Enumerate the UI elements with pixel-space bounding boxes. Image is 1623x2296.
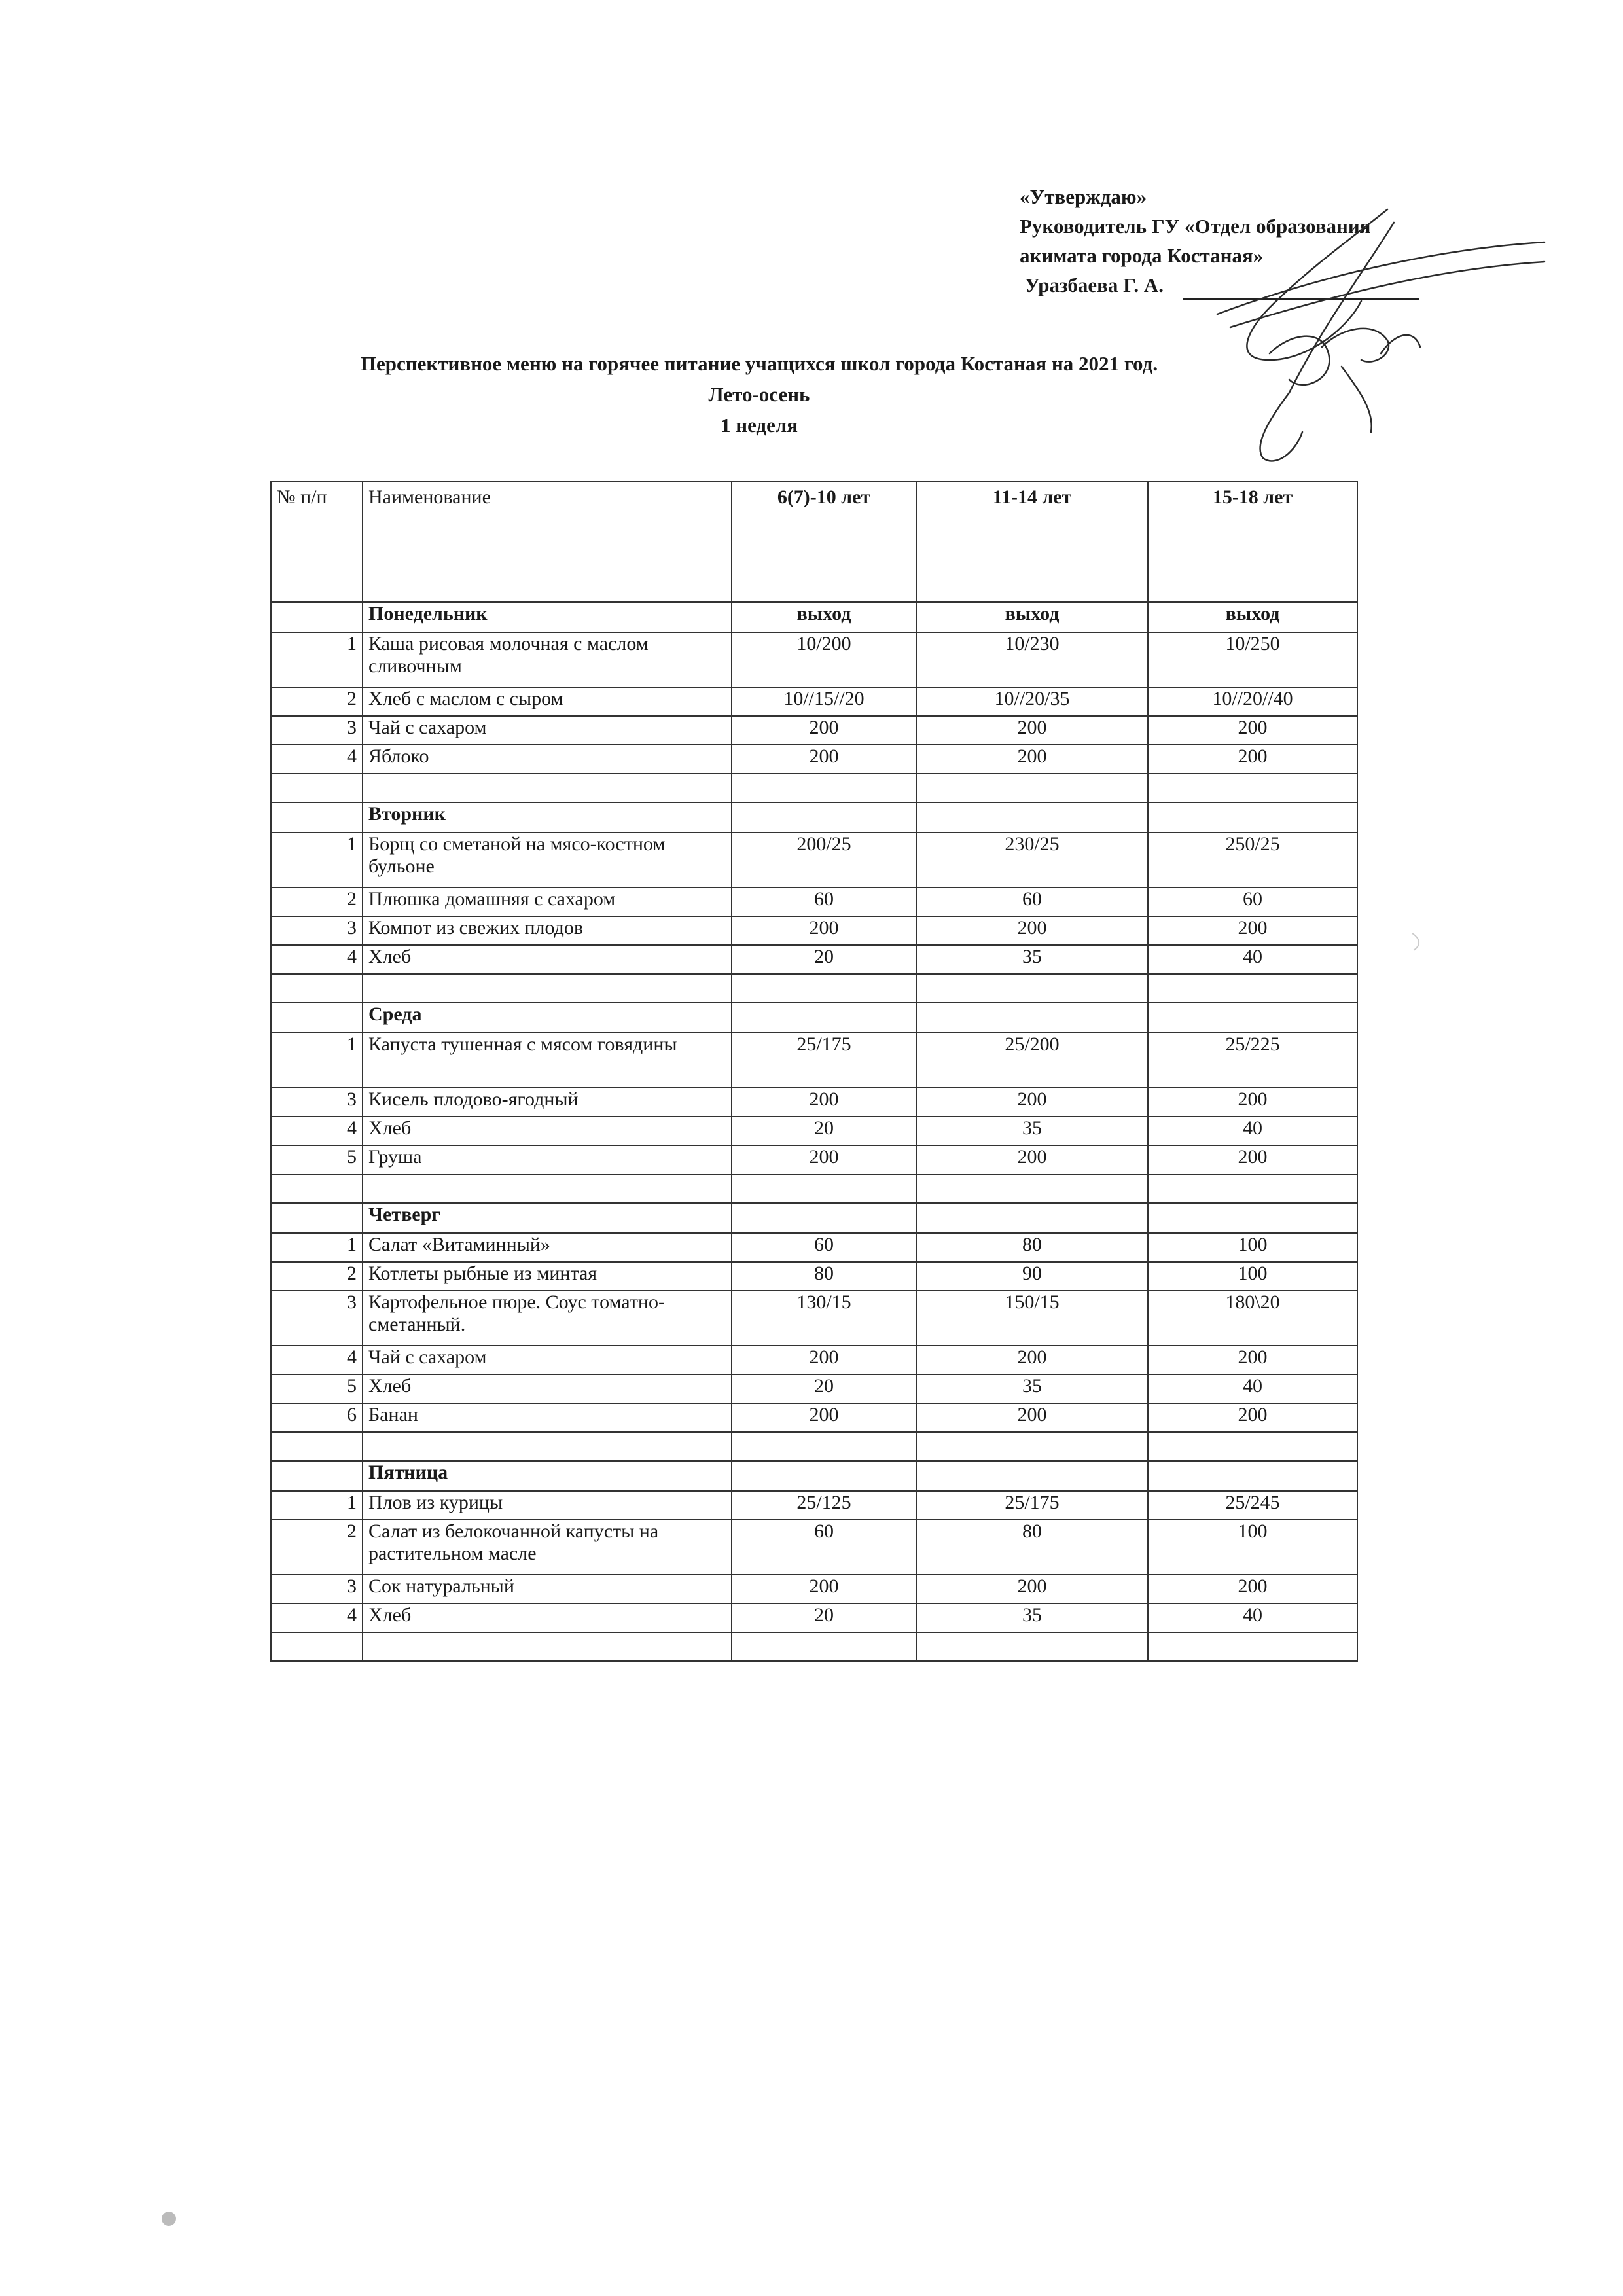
portion-15-18: 10/250 xyxy=(1148,632,1357,687)
portion-15-18: 60 xyxy=(1148,888,1357,916)
output-label xyxy=(732,802,916,833)
table-row xyxy=(271,1262,1357,1291)
empty-cell xyxy=(363,1632,732,1661)
portion-11-14: 10/230 xyxy=(916,632,1148,687)
dish-name: Компот из свежих плодов xyxy=(363,916,732,945)
output-label xyxy=(732,1461,916,1491)
dish-name: Каша рисовая молочная с маслом сливочным xyxy=(363,632,732,687)
spacer-row xyxy=(271,774,1357,802)
menu-table xyxy=(270,481,1358,1662)
row-number: 4 xyxy=(271,1117,363,1145)
empty-cell xyxy=(732,974,916,1003)
portion-11-14: 35 xyxy=(916,1604,1148,1632)
dish-name: Хлеб xyxy=(363,1604,732,1632)
output-label xyxy=(916,1461,1148,1491)
output-label xyxy=(916,1203,1148,1233)
day-num-cell xyxy=(271,602,363,632)
table-row xyxy=(271,833,1357,888)
row-number: 1 xyxy=(271,1033,363,1088)
dish-name: Чай с сахаром xyxy=(363,716,732,745)
table-row xyxy=(271,945,1357,974)
day-name: Четверг xyxy=(363,1203,732,1233)
spacer-row xyxy=(271,974,1357,1003)
portion-11-14: 200 xyxy=(916,745,1148,774)
output-label: выход xyxy=(732,602,916,632)
output-label xyxy=(916,1003,1148,1033)
day-name: Вторник xyxy=(363,802,732,833)
portion-6-10: 20 xyxy=(732,1374,916,1403)
portion-11-14: 10//20/35 xyxy=(916,687,1148,716)
table-row xyxy=(271,716,1357,745)
portion-6-10: 10//15//20 xyxy=(732,687,916,716)
day-num-cell xyxy=(271,802,363,833)
portion-11-14: 200 xyxy=(916,1088,1148,1117)
empty-cell xyxy=(732,1632,916,1661)
row-number: 4 xyxy=(271,1604,363,1632)
portion-11-14: 150/15 xyxy=(916,1291,1148,1346)
portion-6-10: 60 xyxy=(732,888,916,916)
row-number: 6 xyxy=(271,1403,363,1432)
portion-11-14: 200 xyxy=(916,716,1148,745)
scan-mark xyxy=(1407,929,1427,956)
portion-6-10: 25/125 xyxy=(732,1491,916,1520)
row-number: 2 xyxy=(271,1520,363,1575)
table-row xyxy=(271,1233,1357,1262)
dish-name: Банан xyxy=(363,1403,732,1432)
portion-11-14: 80 xyxy=(916,1520,1148,1575)
portion-6-10: 60 xyxy=(732,1520,916,1575)
row-number: 2 xyxy=(271,888,363,916)
portion-6-10: 20 xyxy=(732,1604,916,1632)
dish-name: Груша xyxy=(363,1145,732,1174)
header-age-15-18: 15-18 лет xyxy=(1148,482,1357,602)
dish-name: Борщ со сметаной на мясо-костном бульоне xyxy=(363,833,732,888)
portion-6-10: 60 xyxy=(732,1233,916,1262)
table-row xyxy=(271,745,1357,774)
dish-name: Капуста тушенная с мясом говядины xyxy=(363,1033,732,1088)
dish-name: Плюшка домашняя с сахаром xyxy=(363,888,732,916)
dish-name: Хлеб xyxy=(363,1117,732,1145)
portion-15-18: 200 xyxy=(1148,745,1357,774)
dish-name: Салат из белокочанной капусты на растительном масле xyxy=(363,1520,732,1575)
portion-15-18: 200 xyxy=(1148,916,1357,945)
empty-cell xyxy=(363,974,732,1003)
portion-11-14: 200 xyxy=(916,1403,1148,1432)
portion-15-18: 200 xyxy=(1148,1403,1357,1432)
row-number: 1 xyxy=(271,833,363,888)
dish-name: Яблоко xyxy=(363,745,732,774)
table-row xyxy=(271,1346,1357,1374)
row-number: 5 xyxy=(271,1145,363,1174)
table-row xyxy=(271,1033,1357,1088)
portion-15-18: 180\20 xyxy=(1148,1291,1357,1346)
row-number: 4 xyxy=(271,745,363,774)
empty-cell xyxy=(1148,1174,1357,1203)
portion-6-10: 20 xyxy=(732,1117,916,1145)
row-number: 3 xyxy=(271,1088,363,1117)
portion-11-14: 25/200 xyxy=(916,1033,1148,1088)
table-row xyxy=(271,1604,1357,1632)
approval-heading: «Утверждаю» xyxy=(1020,185,1147,208)
empty-cell xyxy=(916,774,1148,802)
portion-15-18: 200 xyxy=(1148,1145,1357,1174)
row-number: 3 xyxy=(271,1575,363,1604)
portion-15-18: 10//20//40 xyxy=(1148,687,1357,716)
spacer-row xyxy=(271,1632,1357,1661)
empty-cell xyxy=(363,774,732,802)
portion-6-10: 20 xyxy=(732,945,916,974)
portion-15-18: 200 xyxy=(1148,716,1357,745)
spacer-row xyxy=(271,1174,1357,1203)
output-label xyxy=(1148,1003,1357,1033)
portion-11-14: 200 xyxy=(916,1575,1148,1604)
portion-11-14: 200 xyxy=(916,1346,1148,1374)
table-row xyxy=(271,1491,1357,1520)
scan-speck xyxy=(156,2206,182,2232)
day-header-row xyxy=(271,1203,1357,1233)
dish-name: Хлеб xyxy=(363,945,732,974)
table-row xyxy=(271,1403,1357,1432)
day-num-cell xyxy=(271,1461,363,1491)
row-number: 5 xyxy=(271,1374,363,1403)
dish-name: Картофельное пюре. Соус томатно-сметанный. xyxy=(363,1291,732,1346)
empty-cell xyxy=(732,774,916,802)
week-label: 1 неделя xyxy=(720,414,798,437)
document-title xyxy=(209,348,1309,440)
empty-cell xyxy=(732,1432,916,1461)
empty-cell xyxy=(916,1432,1148,1461)
dish-name: Плов из курицы xyxy=(363,1491,732,1520)
row-number: 1 xyxy=(271,1491,363,1520)
output-label xyxy=(1148,1461,1357,1491)
table-row xyxy=(271,1520,1357,1575)
portion-15-18: 200 xyxy=(1148,1346,1357,1374)
row-number: 2 xyxy=(271,1262,363,1291)
empty-cell xyxy=(1148,774,1357,802)
season-label: Лето-осень xyxy=(708,383,810,406)
portion-15-18: 40 xyxy=(1148,945,1357,974)
row-number: 3 xyxy=(271,1291,363,1346)
empty-cell xyxy=(1148,1432,1357,1461)
portion-11-14: 35 xyxy=(916,945,1148,974)
output-label xyxy=(916,802,1148,833)
day-header-row xyxy=(271,602,1357,632)
portion-15-18: 200 xyxy=(1148,1575,1357,1604)
empty-cell xyxy=(1148,974,1357,1003)
empty-cell xyxy=(363,1174,732,1203)
table-row xyxy=(271,1117,1357,1145)
menu-title: Перспективное меню на горячее питание учащихся школ города Костаная на 2021 год. xyxy=(360,352,1158,375)
portion-6-10: 10/200 xyxy=(732,632,916,687)
portion-11-14: 35 xyxy=(916,1117,1148,1145)
dish-name: Котлеты рыбные из минтая xyxy=(363,1262,732,1291)
portion-6-10: 80 xyxy=(732,1262,916,1291)
dish-name: Кисель плодово-ягодный xyxy=(363,1088,732,1117)
output-label: выход xyxy=(1148,602,1357,632)
dish-name: Сок натуральный xyxy=(363,1575,732,1604)
dish-name: Чай с сахаром xyxy=(363,1346,732,1374)
portion-6-10: 200 xyxy=(732,1145,916,1174)
header-age-6-10: 6(7)-10 лет xyxy=(732,482,916,602)
empty-cell xyxy=(916,1174,1148,1203)
portion-6-10: 200 xyxy=(732,1575,916,1604)
empty-cell xyxy=(271,1174,363,1203)
portion-6-10: 200/25 xyxy=(732,833,916,888)
day-header-row xyxy=(271,1461,1357,1491)
portion-15-18: 40 xyxy=(1148,1604,1357,1632)
portion-6-10: 200 xyxy=(732,1403,916,1432)
portion-15-18: 40 xyxy=(1148,1117,1357,1145)
header-age-11-14: 11-14 лет xyxy=(916,482,1148,602)
table-row xyxy=(271,1575,1357,1604)
empty-cell xyxy=(732,1174,916,1203)
dish-name: Салат «Витаминный» xyxy=(363,1233,732,1262)
empty-cell xyxy=(271,1632,363,1661)
portion-11-14: 35 xyxy=(916,1374,1148,1403)
day-header-row xyxy=(271,802,1357,833)
empty-cell xyxy=(271,774,363,802)
portion-6-10: 200 xyxy=(732,1088,916,1117)
empty-cell xyxy=(916,1632,1148,1661)
portion-11-14: 200 xyxy=(916,1145,1148,1174)
dish-name: Хлеб xyxy=(363,1374,732,1403)
table-row xyxy=(271,888,1357,916)
row-number: 3 xyxy=(271,716,363,745)
header-num: № п/п xyxy=(271,482,363,602)
portion-11-14: 200 xyxy=(916,916,1148,945)
portion-15-18: 100 xyxy=(1148,1233,1357,1262)
portion-15-18: 25/225 xyxy=(1148,1033,1357,1088)
table-header-row xyxy=(271,482,1357,602)
row-number: 3 xyxy=(271,916,363,945)
output-label xyxy=(1148,1203,1357,1233)
portion-15-18: 100 xyxy=(1148,1262,1357,1291)
row-number: 2 xyxy=(271,687,363,716)
portion-15-18: 25/245 xyxy=(1148,1491,1357,1520)
portion-15-18: 250/25 xyxy=(1148,833,1357,888)
output-label: выход xyxy=(916,602,1148,632)
empty-cell xyxy=(1148,1632,1357,1661)
table-row xyxy=(271,1145,1357,1174)
empty-cell xyxy=(916,974,1148,1003)
portion-15-18: 100 xyxy=(1148,1520,1357,1575)
portion-11-14: 90 xyxy=(916,1262,1148,1291)
portion-11-14: 80 xyxy=(916,1233,1148,1262)
table-row xyxy=(271,1374,1357,1403)
portion-15-18: 200 xyxy=(1148,1088,1357,1117)
table-row xyxy=(271,1088,1357,1117)
empty-cell xyxy=(271,1432,363,1461)
row-number: 1 xyxy=(271,1233,363,1262)
header-name: Наименование xyxy=(363,482,732,602)
row-number: 1 xyxy=(271,632,363,687)
day-name: Понедельник xyxy=(363,602,732,632)
portion-11-14: 60 xyxy=(916,888,1148,916)
output-label xyxy=(732,1203,916,1233)
row-number: 4 xyxy=(271,945,363,974)
approval-organization: акимата города Костаная» xyxy=(1020,244,1264,267)
day-num-cell xyxy=(271,1203,363,1233)
table-row xyxy=(271,687,1357,716)
day-name: Среда xyxy=(363,1003,732,1033)
portion-15-18: 40 xyxy=(1148,1374,1357,1403)
portion-6-10: 200 xyxy=(732,916,916,945)
empty-cell xyxy=(271,974,363,1003)
portion-11-14: 230/25 xyxy=(916,833,1148,888)
portion-6-10: 200 xyxy=(732,716,916,745)
dish-name: Хлеб с маслом с сыром xyxy=(363,687,732,716)
approval-position: Руководитель ГУ «Отдел образования xyxy=(1020,215,1371,238)
day-name: Пятница xyxy=(363,1461,732,1491)
portion-11-14: 25/175 xyxy=(916,1491,1148,1520)
spacer-row xyxy=(271,1432,1357,1461)
portion-6-10: 130/15 xyxy=(732,1291,916,1346)
table-row xyxy=(271,916,1357,945)
output-label xyxy=(732,1003,916,1033)
signatory-name: Уразбаева Г. А. xyxy=(1025,274,1164,296)
output-label xyxy=(1148,802,1357,833)
day-header-row xyxy=(271,1003,1357,1033)
portion-6-10: 200 xyxy=(732,745,916,774)
table-row xyxy=(271,632,1357,687)
table-row xyxy=(271,1291,1357,1346)
empty-cell xyxy=(363,1432,732,1461)
portion-6-10: 25/175 xyxy=(732,1033,916,1088)
day-num-cell xyxy=(271,1003,363,1033)
row-number: 4 xyxy=(271,1346,363,1374)
portion-6-10: 200 xyxy=(732,1346,916,1374)
